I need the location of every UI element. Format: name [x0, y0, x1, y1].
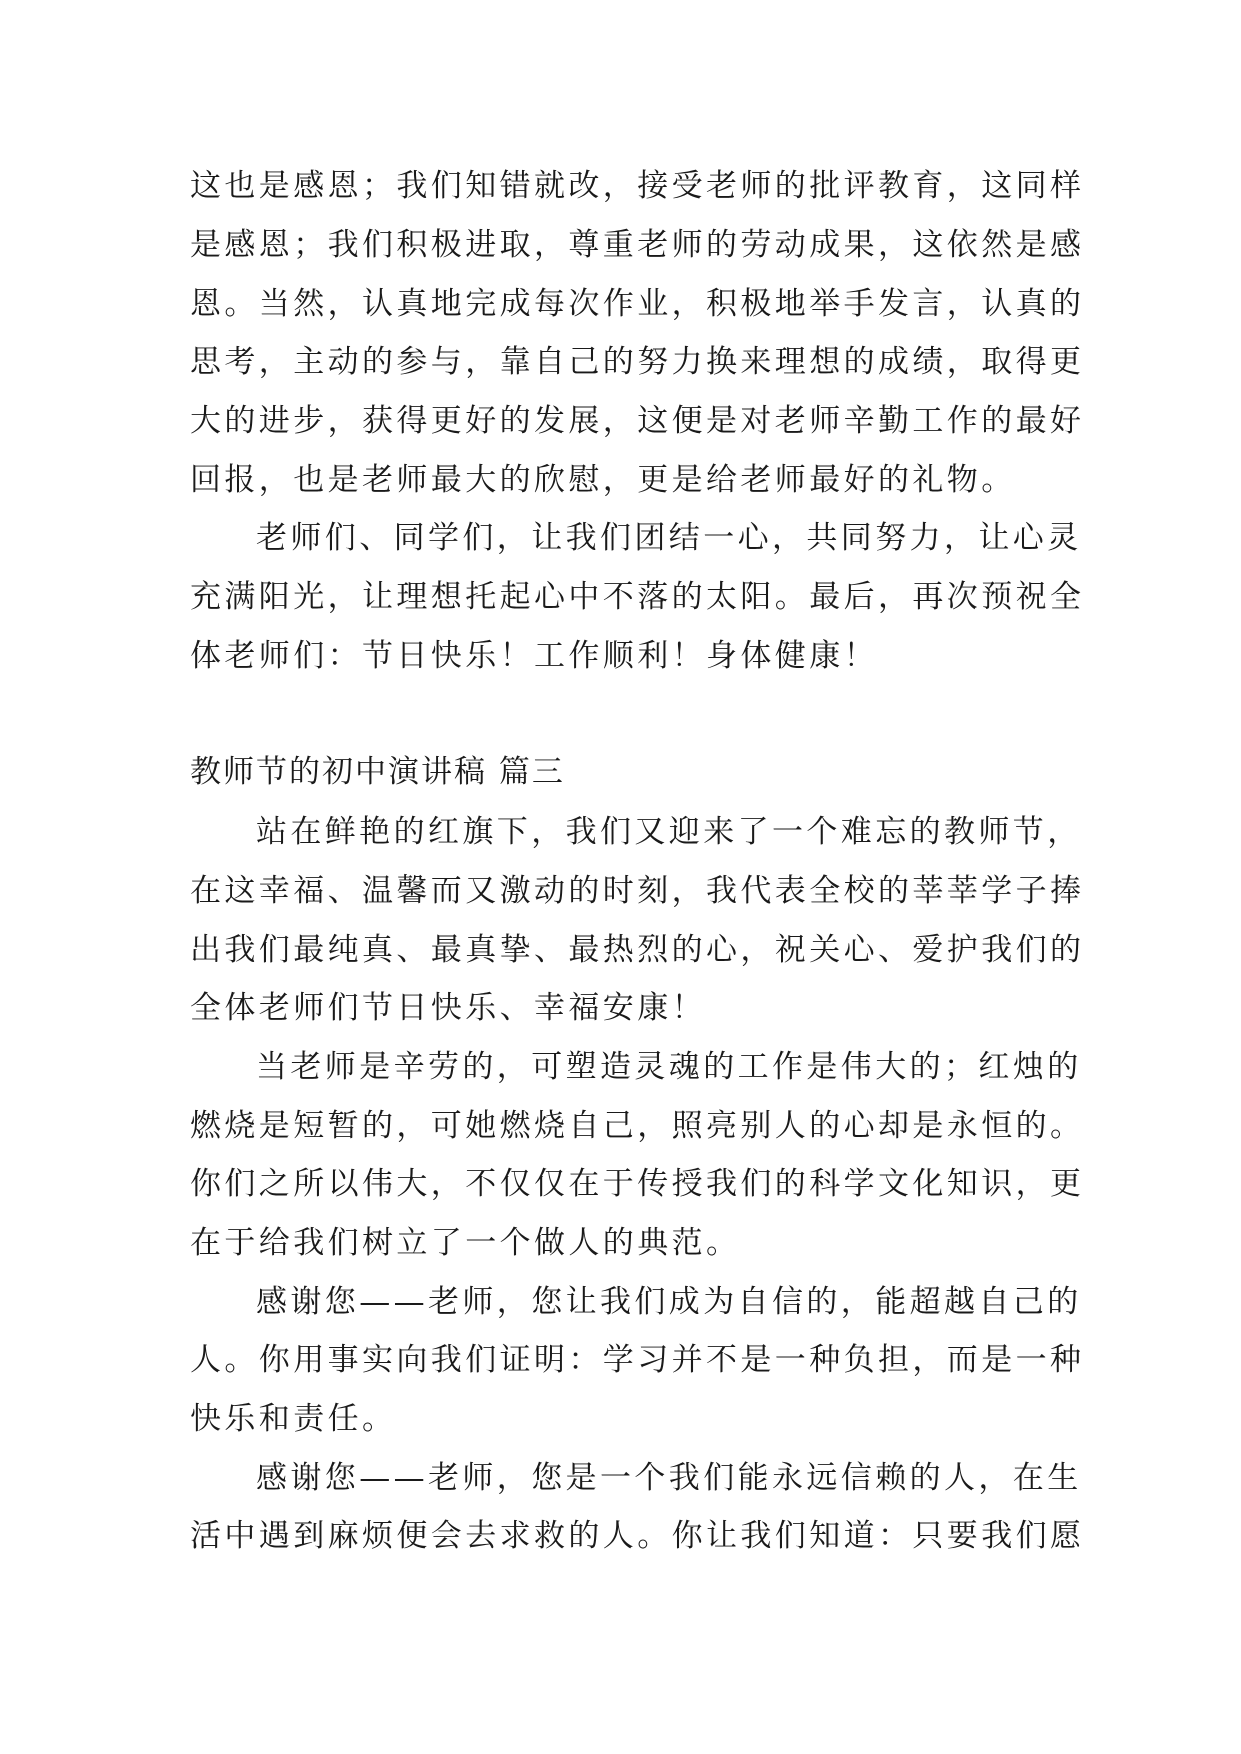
text-line: 你们之所以伟大，不仅仅在于传授我们的科学文化知识，更 [190, 1166, 1085, 1202]
text-line: 恩。当然，认真地完成每次作业，积极地举手发言，认真的 [190, 286, 1085, 322]
text-line: 燃烧是短暂的，可她燃烧自己，照亮别人的心却是永恒的。 [190, 1108, 1085, 1144]
text-line: 出我们最纯真、最真挚、最热烈的心，祝关心、爱护我们的 [190, 932, 1085, 968]
text-line: 是感恩；我们积极进取，尊重老师的劳动成果，这依然是感 [190, 227, 1085, 263]
text-line: 站在鲜艳的红旗下，我们又迎来了一个难忘的教师节， [256, 814, 1082, 850]
text-line: 在这幸福、温馨而又激动的时刻，我代表全校的莘莘学子捧 [190, 873, 1085, 909]
text-line: 当老师是辛劳的，可塑造灵魂的工作是伟大的；红烛的 [256, 1049, 1082, 1085]
text-line: 回报，也是老师最大的欣慰，更是给老师最好的礼物。 [190, 462, 1016, 498]
text-line: 快乐和责任。 [190, 1401, 397, 1437]
text-line: 思考，主动的参与，靠自己的努力换来理想的成绩，取得更 [190, 344, 1085, 380]
text-line: 大的进步，获得更好的发展，这便是对老师辛勤工作的最好 [190, 403, 1085, 439]
text-line: 在于给我们树立了一个做人的典范。 [190, 1225, 741, 1261]
text-line: 感谢您——老师，您是一个我们能永远信赖的人，在生 [256, 1460, 1082, 1496]
text-line: 这也是感恩；我们知错就改，接受老师的批评教育，这同样 [190, 168, 1085, 204]
text-line: 感谢您——老师，您让我们成为自信的，能超越自己的 [256, 1284, 1082, 1320]
section-title: 教师节的初中演讲稿 篇三 [190, 754, 565, 790]
text-line: 全体老师们节日快乐、幸福安康！ [190, 990, 706, 1026]
text-line: 老师们、同学们，让我们团结一心，共同努力，让心灵 [256, 520, 1082, 556]
text-line: 活中遇到麻烦便会去求救的人。你让我们知道：只要我们愿 [190, 1518, 1085, 1554]
text-line: 人。你用事实向我们证明：学习并不是一种负担，而是一种 [190, 1342, 1085, 1378]
text-line: 充满阳光，让理想托起心中不落的太阳。最后，再次预祝全 [190, 579, 1085, 615]
text-line: 体老师们：节日快乐！工作顺利！身体健康！ [190, 638, 878, 674]
